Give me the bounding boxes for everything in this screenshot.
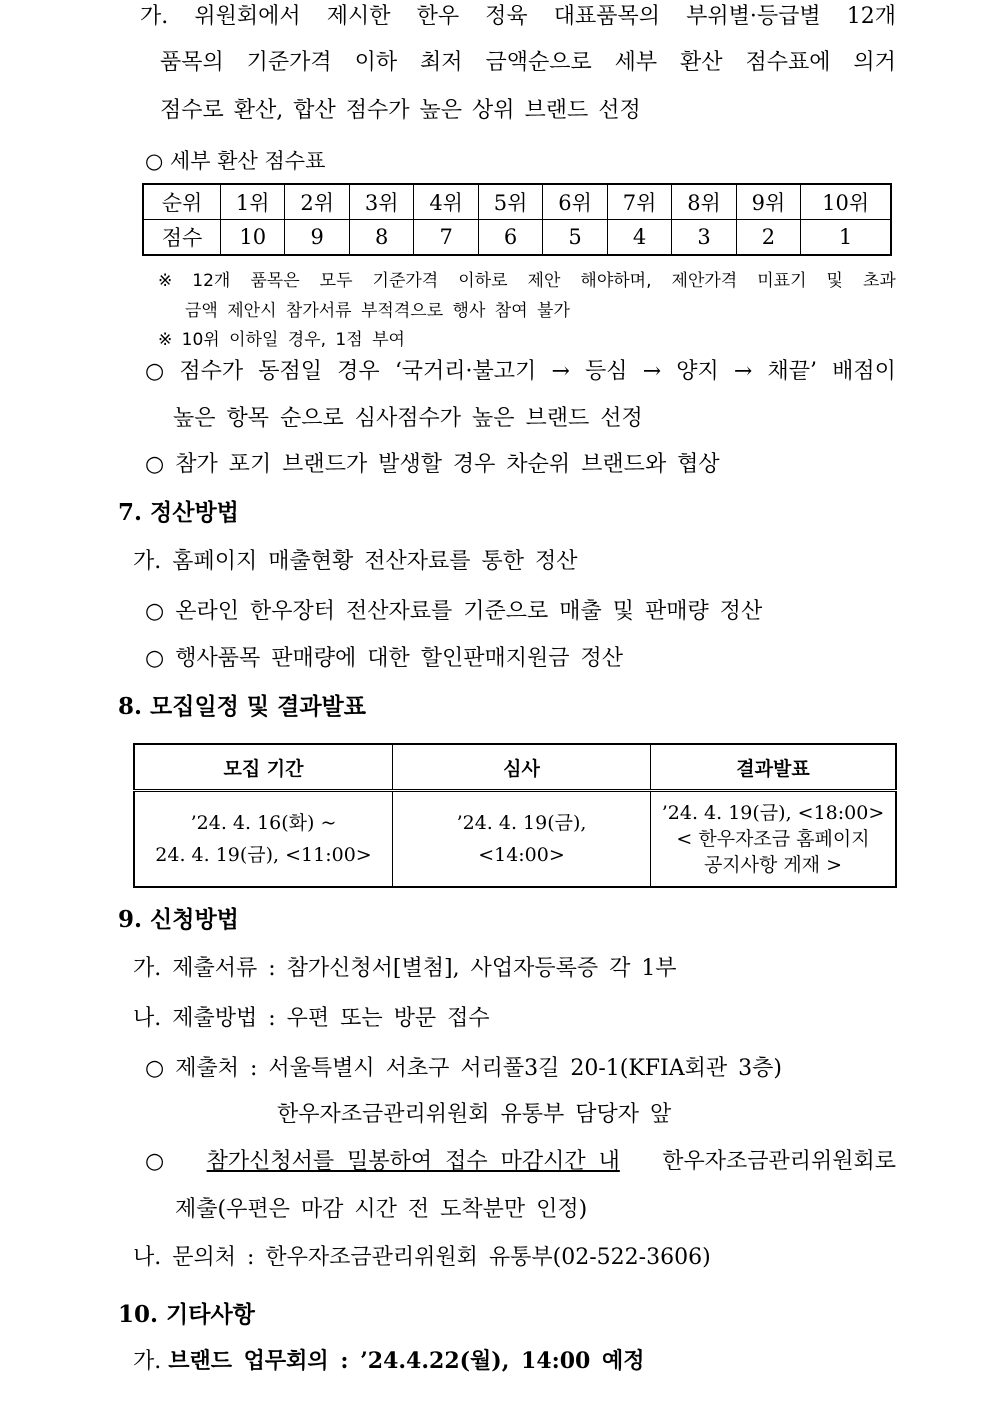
schedule-result-announcement bbox=[651, 791, 897, 888]
word: 대표품목의 bbox=[553, 4, 661, 29]
brand-meeting-prefix: 가. bbox=[133, 1349, 162, 1374]
submission-destination-line-2: 한우자조금관리위원회 유통부 담당자 앞 bbox=[277, 1102, 672, 1127]
brand-meeting bbox=[133, 1346, 645, 1377]
brand-meeting-text: 브랜드 업무회의 : ’24.4.22(월), 14:00 예정 bbox=[168, 1348, 645, 1374]
section-7-title: 7. 정산방법 bbox=[118, 499, 239, 526]
word: 의거 bbox=[853, 50, 896, 75]
word: 12개 bbox=[192, 271, 231, 291]
settlement-bullet-1: ○ 온라인 한우장터 전산자료를 기준으로 매출 및 판매량 정산 bbox=[145, 599, 763, 624]
section-10-title: 10. 기타사항 bbox=[118, 1301, 255, 1328]
result-line: 공지사항 게재 > bbox=[703, 854, 843, 876]
score-cell: 4 bbox=[607, 220, 671, 256]
word: 이하로 bbox=[458, 271, 508, 291]
rank-cell: 6위 bbox=[543, 184, 607, 220]
section-9-title: 9. 신청방법 bbox=[118, 906, 239, 933]
word: 12개 bbox=[846, 4, 896, 29]
word: 기준가격 bbox=[246, 50, 332, 75]
schedule-header-result: 결과발표 bbox=[651, 744, 897, 791]
tie-rule-line-2: 높은 항목 순으로 심사점수가 높은 브랜드 선정 bbox=[173, 406, 643, 431]
rank-header: 순위 bbox=[143, 184, 221, 220]
selection-criteria-line-2 bbox=[160, 48, 896, 78]
word: 최저 bbox=[420, 50, 463, 75]
note-proposal-line-1 bbox=[158, 268, 896, 294]
score-cell: 6 bbox=[478, 220, 542, 256]
score-header: 점수 bbox=[143, 220, 221, 256]
rank-cell: 10위 bbox=[801, 184, 891, 220]
score-cell: 5 bbox=[543, 220, 607, 256]
word: 품목의 bbox=[160, 50, 224, 75]
word: 점수표에 bbox=[745, 50, 831, 75]
score-table-title: ○ 세부 환산 점수표 bbox=[145, 149, 326, 173]
recruit-period-line: 24. 4. 19(금), <11:00> bbox=[155, 844, 372, 866]
schedule-row bbox=[134, 791, 896, 888]
submission-documents: 가. 제출서류 : 참가신청서[별첨], 사업자등록증 각 1부 bbox=[133, 956, 677, 981]
rank-cell: 1위 bbox=[221, 184, 285, 220]
settlement-bullet-2: ○ 행사품목 판매량에 대한 할인판매지원금 정산 bbox=[145, 646, 623, 671]
word: → bbox=[733, 359, 753, 384]
recruit-period-line: ’24. 4. 16(화) ~ bbox=[190, 812, 337, 834]
score-cell: 1 bbox=[801, 220, 891, 256]
word: 이하 bbox=[354, 50, 398, 75]
score-cell: 10 bbox=[221, 220, 285, 256]
score-table bbox=[142, 183, 892, 256]
tie-rule-line-1 bbox=[145, 357, 896, 387]
score-cell: 7 bbox=[414, 220, 478, 256]
score-cell: 2 bbox=[736, 220, 800, 256]
selection-criteria-line-3: 점수로 환산, 합산 점수가 높은 상위 브랜드 선정 bbox=[160, 98, 641, 123]
word: 해야하며, bbox=[580, 271, 652, 291]
word: 채끝’ bbox=[767, 359, 817, 384]
rank-cell: 7위 bbox=[607, 184, 671, 220]
score-table-score-row bbox=[143, 220, 891, 256]
rank-cell: 3위 bbox=[349, 184, 413, 220]
give-up-rule: ○ 참가 포기 브랜드가 발생할 경우 차순위 브랜드와 협상 bbox=[145, 452, 720, 477]
score-table-rank-row bbox=[143, 184, 891, 220]
schedule-header-row bbox=[134, 744, 896, 791]
word: 경우 bbox=[337, 359, 380, 384]
review-date-line: ’24. 4. 19(금), bbox=[456, 812, 587, 834]
section-8-title: 8. 모집일정 및 결과발표 bbox=[118, 693, 366, 720]
schedule-recruit-period bbox=[134, 791, 393, 888]
sealed-submission-underlined: 참가신청서를 밀봉하여 접수 마감시간 내 bbox=[206, 1149, 620, 1174]
score-cell: 9 bbox=[285, 220, 349, 256]
score-cell: 3 bbox=[672, 220, 736, 256]
schedule-review-date bbox=[393, 791, 651, 888]
schedule-header-review: 심사 bbox=[393, 744, 651, 791]
word: 가. bbox=[140, 4, 169, 29]
word: 기준가격 bbox=[372, 271, 439, 291]
word: ○ bbox=[145, 359, 165, 384]
word: 초과 bbox=[862, 271, 896, 291]
word: ‘국거리·불고기 bbox=[394, 359, 537, 384]
word: 모두 bbox=[319, 271, 353, 291]
word: 금액순으로 bbox=[485, 50, 592, 75]
rank-cell: 4위 bbox=[414, 184, 478, 220]
result-line: < 한우자조금 홈페이지 bbox=[676, 828, 870, 850]
word: 품목은 bbox=[250, 271, 300, 291]
rank-cell: 2위 bbox=[285, 184, 349, 220]
word: → bbox=[642, 359, 662, 384]
review-date-line: <14:00> bbox=[478, 844, 565, 866]
result-line: ’24. 4. 19(금), <18:00> bbox=[661, 802, 885, 824]
word: ※ bbox=[158, 271, 173, 291]
word: 동점일 bbox=[258, 359, 323, 384]
sealed-submission-line-2: 제출(우편은 마감 시간 전 도착분만 인정) bbox=[175, 1197, 588, 1222]
word: 제안가격 bbox=[671, 271, 738, 291]
score-cell: 8 bbox=[349, 220, 413, 256]
note-rank-below-10: ※ 10위 이하일 경우, 1점 부여 bbox=[158, 330, 405, 350]
submission-method: 나. 제출방법 : 우편 또는 방문 접수 bbox=[133, 1006, 490, 1031]
rank-cell: 9위 bbox=[736, 184, 800, 220]
bullet: ○ bbox=[145, 1149, 165, 1174]
word: 세부 bbox=[614, 50, 658, 75]
word: 미표기 bbox=[757, 271, 807, 291]
selection-criteria-line-1 bbox=[140, 2, 896, 32]
word: 정육 bbox=[485, 4, 528, 29]
schedule-table bbox=[133, 743, 897, 888]
word: 배점이 bbox=[832, 359, 896, 384]
sealed-submission-line-1 bbox=[145, 1147, 896, 1177]
word: 점수가 bbox=[179, 359, 244, 384]
schedule-header-recruit: 모집 기간 bbox=[134, 744, 393, 791]
word: 제시한 bbox=[326, 4, 391, 29]
word: 제안 bbox=[527, 271, 561, 291]
word: 및 bbox=[826, 271, 843, 291]
rank-cell: 5위 bbox=[478, 184, 542, 220]
rank-cell: 8위 bbox=[672, 184, 736, 220]
word: 한우 bbox=[416, 4, 460, 29]
sealed-submission-rest: 한우자조금관리위원회로 bbox=[662, 1149, 896, 1174]
word: 환산 bbox=[680, 50, 723, 75]
word: 위원회에서 bbox=[194, 4, 301, 29]
word: 양지 bbox=[676, 359, 719, 384]
settlement-item-ga: 가. 홈페이지 매출현황 전산자료를 통한 정산 bbox=[133, 549, 578, 574]
note-proposal-line-2: 금액 제안시 참가서류 부적격으로 행사 참여 불가 bbox=[185, 301, 570, 321]
submission-destination-line-1: ○ 제출처 : 서울특별시 서초구 서리풀3길 20-1(KFIA회관 3층) bbox=[145, 1056, 782, 1081]
contact-info: 나. 문의처 : 한우자조금관리위원회 유통부(02-522-3606) bbox=[133, 1245, 711, 1270]
word: → bbox=[551, 359, 570, 384]
word: 부위별·등급별 bbox=[686, 4, 821, 29]
word: 등심 bbox=[585, 359, 628, 384]
